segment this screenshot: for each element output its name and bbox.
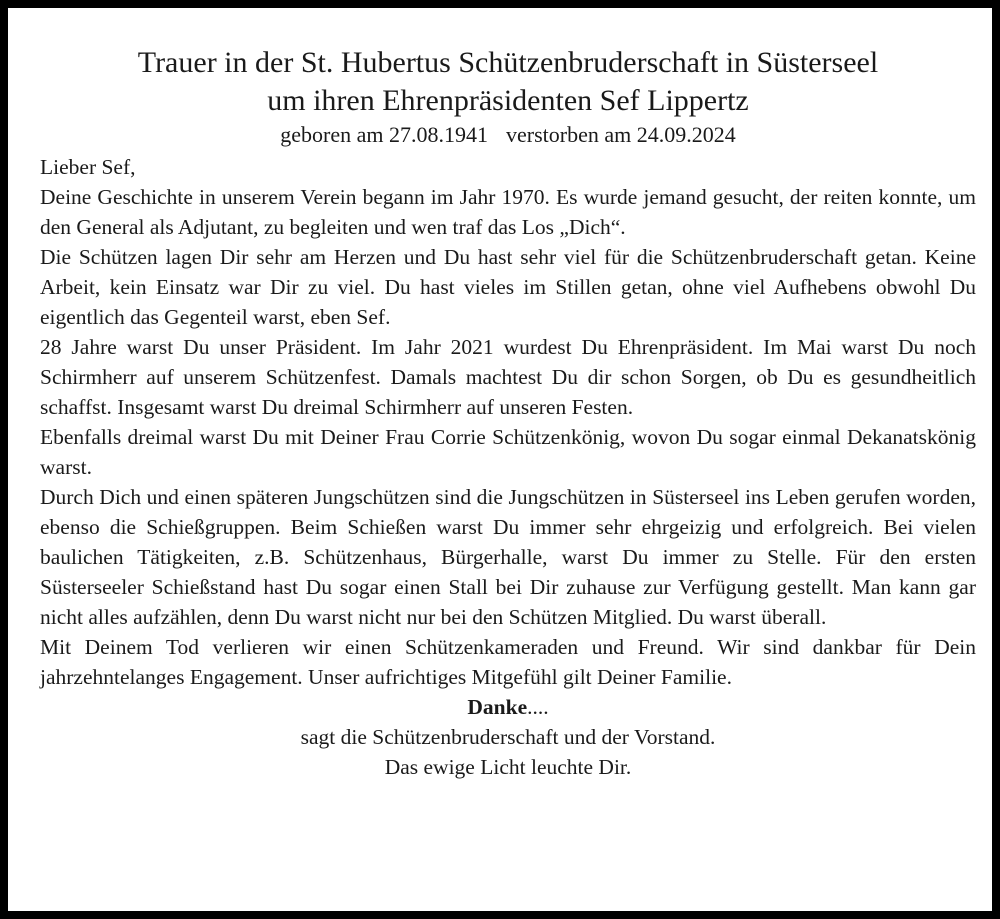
title-line-1: Trauer in der St. Hubertus Schützenbruderschaft in Süsterseel: [137, 46, 879, 79]
signature-line: sagt die Schützenbruderschaft und der Vorstand.: [300, 725, 716, 749]
paragraph-5: Durch Dich und einen späteren Jungschützen sind die Jungschützen in Süsterseel ins Leben gerufen worden, ebenso die Schießgruppen. Beim Schießen warst Du immer sehr ehrgeizig und erfolgreich. Bei vielen baulichen Tätigkeiten, z.B. Schützenhaus, Bürgerhalle, warst Du immer zu Stelle. Für den ersten Süsterseeler Schießstand hast Du sogar einen Stall bei Dir zuhause zur Verfügung gestellt. Man kann gar nicht alles aufzählen, denn Du warst nicht nur bei den Schützen Mitglied. Du warst überall.: [40, 485, 976, 629]
thanks-line: [40, 692, 976, 722]
obituary-content: [40, 44, 976, 782]
salutation: Lieber Sef,: [40, 155, 136, 179]
thanks-ellipsis: ....: [527, 695, 549, 719]
death-date: verstorben am 24.09.2024: [506, 122, 736, 147]
blessing-line: Das ewige Licht leuchte Dir.: [384, 755, 632, 779]
obituary-body: [40, 152, 976, 692]
paragraph-1: Deine Geschichte in unserem Verein begann im Jahr 1970. Es wurde jemand gesucht, der reiten konnte, um den General als Adjutant, zu begleiten und wen traf das Los „Dich“.: [40, 185, 976, 239]
birth-date: geboren am 27.08.1941: [280, 122, 488, 147]
title-line-2: um ihren Ehrenpräsidenten Sef Lippertz: [267, 84, 749, 117]
thanks-word: Danke: [467, 695, 528, 719]
paragraph-3: 28 Jahre warst Du unser Präsident. Im Jahr 2021 wurdest Du Ehrenpräsident. Im Mai warst Du noch Schirmherr auf unserem Schützenfest. Damals machtest Du dir schon Sorgen, ob Du es gesundheitlich schaffst. Insgesamt warst Du dreimal Schirmherr auf unseren Festen.: [40, 335, 976, 419]
paragraph-4: Ebenfalls dreimal warst Du mit Deiner Frau Corrie Schützenkönig, wovon Du sogar einmal Dekanatskönig warst.: [40, 425, 976, 479]
dates-line: [40, 120, 976, 150]
paragraph-6: Mit Deinem Tod verlieren wir einen Schützenkameraden und Freund. Wir sind dankbar für Dein jahrzehntelanges Engagement. Unser aufrichtiges Mitgefühl gilt Deiner Familie.: [40, 635, 976, 689]
paragraph-2: Die Schützen lagen Dir sehr am Herzen und Du hast sehr viel für die Schützenbruderschaft getan. Keine Arbeit, kein Einsatz war Dir zu viel. Du hast vieles im Stillen getan, ohne viel Aufhebens obwohl Du eigentlich das Gegenteil warst, eben Sef.: [40, 245, 976, 329]
